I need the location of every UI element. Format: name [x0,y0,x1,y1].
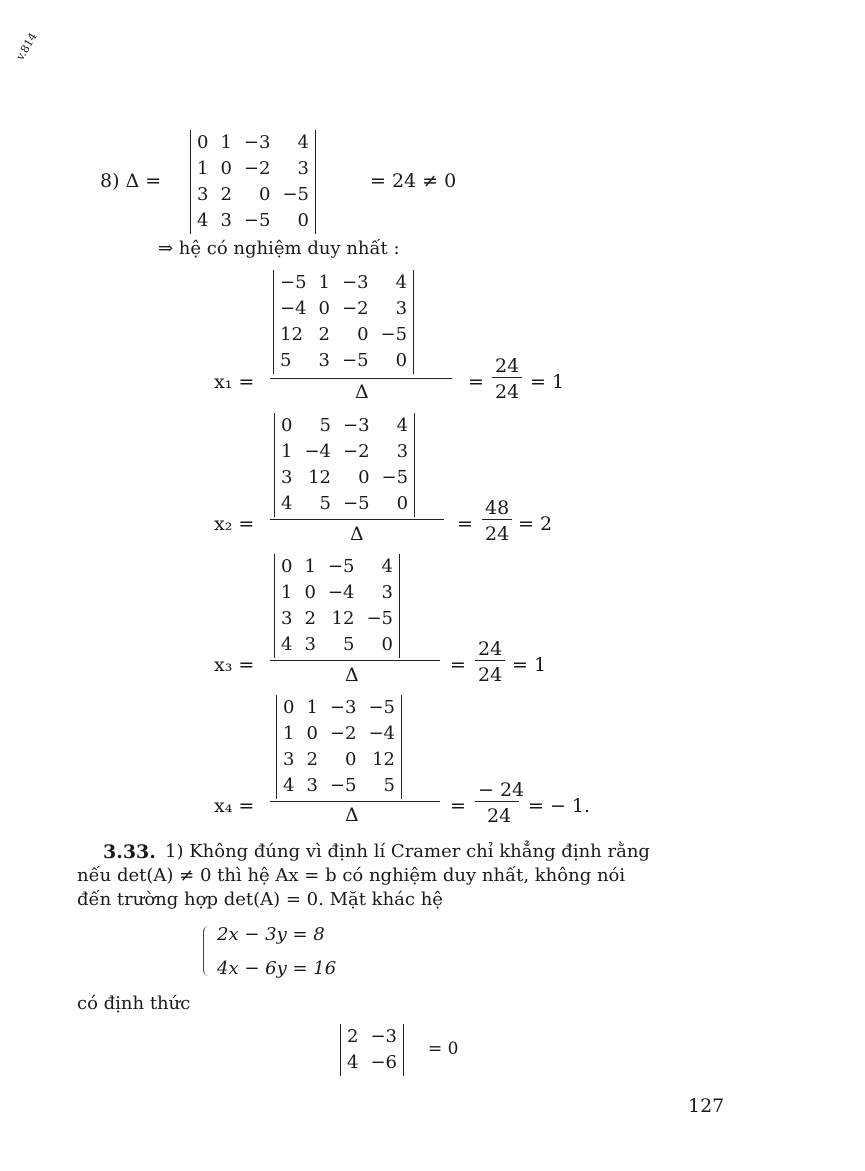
matrix-cell: 5 [383,775,395,796]
x3-result: = 1 [512,654,547,676]
x3-denominator: Δ [345,664,359,686]
system-equation-2: 4x − 6y = 16 [217,958,337,979]
matrix-cell: 0 [306,723,318,744]
matrix-cell: 3 [395,298,408,319]
matrix-cell: −4 [368,723,395,744]
matrix-row [191,156,315,182]
matrix-cell: 2 [304,608,316,629]
matrix-cell: −6 [370,1052,397,1073]
x4-fraction-line2 [475,801,519,802]
matrix-row [275,465,414,491]
matrix-cell: 0 [281,556,293,577]
matrix-cell: −5 [366,608,393,629]
matrix-cell: −5 [342,350,369,371]
matrix-cell: 3 [306,775,318,796]
x1-matrix [274,270,413,374]
matrix-cell: 4 [381,556,393,577]
matrix-cell: −5 [327,556,355,577]
x1-equals: = [468,371,484,393]
matrix-row [275,632,399,658]
matrix-cell: −2 [342,298,369,319]
matrix-row [274,348,413,374]
x1-numerator-determinant [273,270,414,374]
item8-determinant [190,130,316,234]
system-brace [203,926,210,976]
matrix-cell: 5 [343,634,355,655]
x3-fraction-line2 [475,660,505,661]
matrix-cell: −3 [243,132,271,153]
x3-label: x₃ = [214,654,255,676]
matrix-cell: 2 [347,1026,359,1047]
matrix-cell: 2 [306,749,318,770]
matrix-cell: −5 [280,272,307,293]
determinant-line: có định thức [77,993,191,1014]
matrix-cell: 1 [281,441,293,462]
x4-fraction-num: − 24 [478,779,525,801]
matrix-cell: 0 [297,210,309,231]
matrix-cell: 1 [318,272,330,293]
exercise-number: 3.33. [103,841,156,863]
matrix-cell: 4 [283,775,295,796]
x3-matrix [275,554,399,658]
x2-label: x₂ = [214,513,255,535]
matrix-cell: 4 [281,493,293,514]
matrix-row [191,208,315,234]
matrix-row [275,554,399,580]
matrix-cell: 3 [396,441,409,462]
matrix-cell: 0 [395,350,408,371]
matrix-cell: 1 [283,723,295,744]
x2-fraction-line [270,519,444,520]
matrix-cell: 0 [318,298,330,319]
matrix-cell: 5 [319,415,331,436]
matrix-row [274,270,413,296]
system-det-result: = 0 [428,1039,459,1059]
matrix-cell: 0 [381,634,393,655]
x4-denominator: Δ [345,804,359,826]
system-det-matrix [341,1024,403,1076]
system-equation-1: 2x − 3y = 8 [217,924,325,945]
matrix-cell: 3 [297,158,309,179]
matrix-cell: −5 [380,324,408,345]
x1-fraction-line2 [492,377,522,378]
x1-denominator: Δ [355,381,369,403]
matrix-cell: 3 [197,184,209,205]
matrix-cell: −3 [343,415,370,436]
matrix-cell: 3 [381,582,393,603]
matrix-cell: 0 [259,184,271,205]
matrix-cell: 0 [283,697,295,718]
unique-solution-line: ⇒ hệ có nghiệm duy nhất : [158,238,400,259]
matrix-cell: 0 [396,493,409,514]
matrix-cell: 0 [281,415,293,436]
matrix-cell: −3 [329,697,357,718]
matrix-cell: 12 [308,467,331,488]
x4-fraction-line [270,801,440,802]
item8-label: 8) Δ = [100,170,162,192]
matrix-cell: 1 [304,556,316,577]
matrix-cell: 3 [281,608,293,629]
x3-fraction-den: 24 [478,664,503,686]
page-number: 127 [688,1095,725,1117]
matrix-cell: 0 [357,324,369,345]
matrix-cell: 4 [297,132,309,153]
matrix-row [191,182,315,208]
matrix-cell: −5 [282,184,309,205]
x2-fraction-num: 48 [485,497,510,519]
matrix-cell: −5 [368,697,395,718]
matrix-row [277,721,401,747]
x4-matrix [277,695,401,799]
x1-fraction-den: 24 [495,381,520,403]
matrix-cell: −4 [304,441,331,462]
matrix-cell: 3 [281,467,293,488]
matrix-cell: −5 [329,775,357,796]
x3-fraction-line [270,660,440,661]
matrix-row [275,413,414,439]
paragraph-line2: nếu det(A) ≠ 0 thì hệ Ax = b có nghiệm duy nhất, không nói [77,865,626,886]
matrix-row [277,747,401,773]
matrix-cell: 2 [220,184,232,205]
matrix-row [341,1024,403,1050]
x1-fraction-line [270,378,452,379]
matrix-cell: 4 [347,1052,359,1073]
x4-fraction-den: 24 [487,805,512,827]
x2-fraction-line2 [482,519,512,520]
item8-matrix [191,130,315,234]
paragraph-line3: đến trường hợp det(A) = 0. Mặt khác hệ [77,889,443,910]
matrix-cell: 5 [280,350,292,371]
x1-fraction-num: 24 [495,355,520,377]
x3-numerator-determinant [274,554,400,658]
matrix-row [275,491,414,517]
x2-fraction-den: 24 [485,523,510,545]
x4-result: = − 1. [528,795,591,817]
matrix-cell: 1 [281,582,293,603]
matrix-cell: −4 [280,298,307,319]
matrix-cell: −4 [327,582,355,603]
matrix-cell: −5 [343,493,370,514]
matrix-cell: 3 [283,749,295,770]
matrix-cell: 12 [280,324,303,345]
x4-label: x₄ = [214,795,255,817]
matrix-cell: 2 [318,324,330,345]
matrix-cell: −3 [342,272,369,293]
matrix-cell: 0 [304,582,316,603]
matrix-cell: −3 [370,1026,397,1047]
matrix-cell: 12 [331,608,355,629]
matrix-row [275,580,399,606]
matrix-cell: 3 [304,634,316,655]
matrix-cell: 0 [220,158,232,179]
x4-numerator-determinant [276,695,402,799]
x1-result: = 1 [530,371,565,393]
matrix-cell: 3 [220,210,232,231]
x3-fraction-num: 24 [478,638,503,660]
matrix-cell: 4 [395,272,408,293]
matrix-cell: 12 [372,749,395,770]
matrix-cell: 0 [197,132,209,153]
item8-result: = 24 ≠ 0 [370,170,457,192]
matrix-row [275,606,399,632]
matrix-cell: 0 [345,749,357,770]
matrix-cell: 5 [319,493,331,514]
matrix-row [277,773,401,799]
paragraph-line1: 1) Không đúng vì định lí Cramer chỉ khẳng định rằng [165,841,650,862]
x2-equals: = [457,513,473,535]
matrix-row [275,439,414,465]
matrix-cell: 0 [358,467,370,488]
matrix-row [274,322,413,348]
matrix-cell: 4 [197,210,209,231]
matrix-cell: −2 [343,441,370,462]
x3-equals: = [450,654,466,676]
matrix-cell: 4 [281,634,293,655]
matrix-cell: −2 [243,158,271,179]
corner-mark: v.814 [13,30,40,63]
matrix-cell: −5 [381,467,409,488]
x2-denominator: Δ [350,523,364,545]
matrix-cell: 1 [306,697,318,718]
matrix-row [191,130,315,156]
matrix-cell: −5 [243,210,271,231]
matrix-row [274,296,413,322]
x2-matrix [275,413,414,517]
x1-label: x₁ = [214,371,255,393]
matrix-cell: 4 [396,415,409,436]
matrix-cell: 3 [318,350,330,371]
x2-result: = 2 [518,513,553,535]
matrix-cell: 1 [220,132,232,153]
x4-equals: = [450,795,466,817]
matrix-row [341,1050,403,1076]
matrix-cell: 1 [197,158,209,179]
x2-numerator-determinant [274,413,415,517]
matrix-cell: −2 [329,723,357,744]
matrix-row [277,695,401,721]
equation-system [203,926,363,980]
system-determinant [340,1024,404,1076]
